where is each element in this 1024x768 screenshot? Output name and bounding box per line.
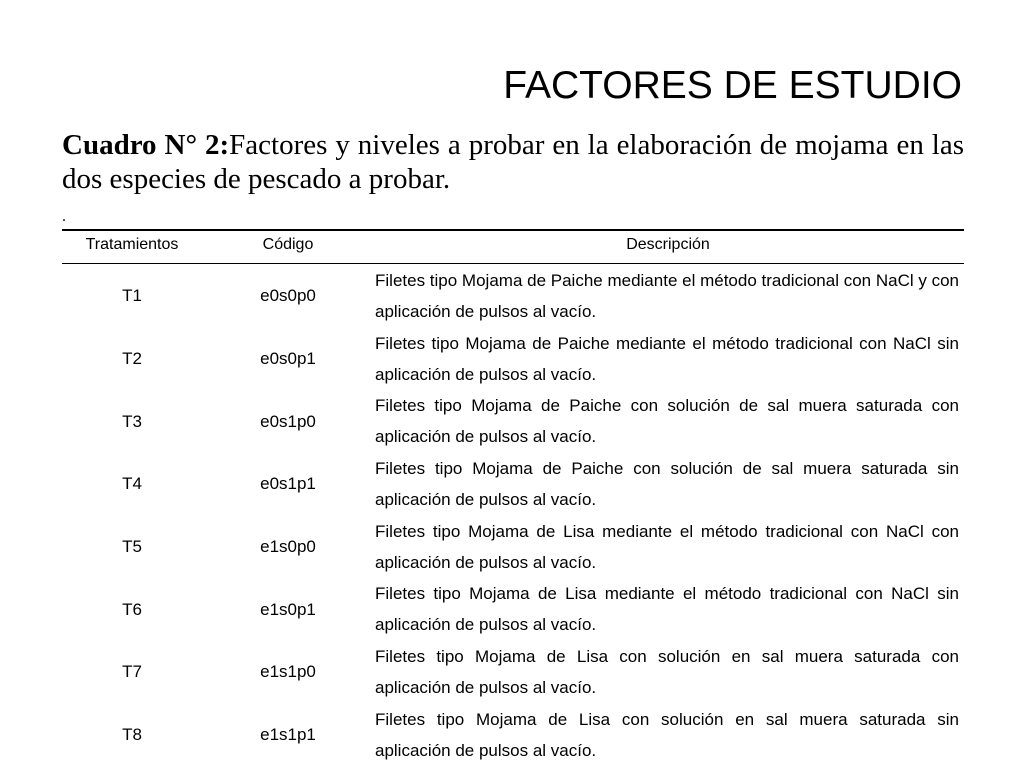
code-cell: e0s1p0: [260, 411, 316, 431]
treatment-cell: T8: [122, 725, 142, 745]
treatment-cell: T3: [122, 411, 142, 431]
table-body: [62, 265, 964, 767]
code-cell: e1s0p1: [260, 599, 316, 619]
header-code: Código: [262, 236, 314, 253]
description-cell: Filetes tipo Mojama de Paiche mediante el método tradicional con NaCl y con aplicación de pulsos al vacío.: [375, 271, 959, 321]
table-caption: [62, 128, 964, 196]
description-cell: Filetes tipo Mojama de Lisa con solución en sal muera saturada sin aplicación de pulsos al vacío.: [375, 709, 959, 760]
description-cell: Filetes tipo Mojama de Lisa mediante el método tradicional con NaCl con aplicación de pulsos al vacío.: [375, 521, 959, 572]
description-cell: Filetes tipo Mojama de Paiche con solución de sal muera saturada con aplicación de pulsos al vacío.: [375, 396, 959, 447]
treatment-cell: T5: [122, 537, 142, 557]
treatment-cell: T1: [122, 286, 142, 306]
table-row: [62, 704, 964, 767]
slide-title: FACTORES DE ESTUDIO: [503, 64, 962, 107]
header-description: Descripción: [626, 236, 710, 253]
code-cell: e1s1p1: [260, 725, 316, 745]
description-cell: Filetes tipo Mojama de Paiche mediante el método tradicional con NaCl sin aplicación de pulsos al vacío.: [375, 333, 959, 384]
header-treatments: Tratamientos: [85, 236, 179, 253]
description-cell: Filetes tipo Mojama de Lisa con solución en sal muera saturada con aplicación de pulsos al vacío.: [375, 647, 959, 698]
table-row: [62, 578, 964, 641]
code-cell: e0s0p0: [260, 286, 316, 306]
treatment-cell: T4: [122, 474, 142, 494]
code-cell: e0s0p1: [260, 349, 316, 369]
table-row: [62, 265, 964, 328]
description-cell: Filetes tipo Mojama de Paiche con solución de sal muera saturada sin aplicación de pulsos al vacío.: [375, 459, 959, 510]
table-row: [62, 328, 964, 391]
treatment-cell: T2: [122, 349, 142, 369]
description-cell: Filetes tipo Mojama de Lisa mediante el método tradicional con NaCl sin aplicación de pulsos al vacío.: [375, 584, 959, 635]
treatment-cell: T7: [122, 662, 142, 682]
table-header-rule: [62, 263, 964, 264]
code-cell: e0s1p1: [260, 474, 316, 494]
table-top-rule: [62, 229, 964, 231]
table-row: [62, 641, 964, 704]
treatment-cell: T6: [122, 599, 142, 619]
code-cell: e1s0p0: [260, 537, 316, 557]
table-row: [62, 516, 964, 579]
caption-text: Factores y niveles a probar en la elaboración de mojama en las dos especies de pescado a probar.: [62, 129, 965, 195]
code-cell: e1s1p0: [260, 662, 316, 682]
table-row: [62, 453, 964, 516]
table-header: [62, 236, 964, 260]
caption-label: Cuadro N° 2:: [62, 129, 230, 161]
table-row: [62, 390, 964, 453]
caption-dot: .: [62, 208, 66, 225]
